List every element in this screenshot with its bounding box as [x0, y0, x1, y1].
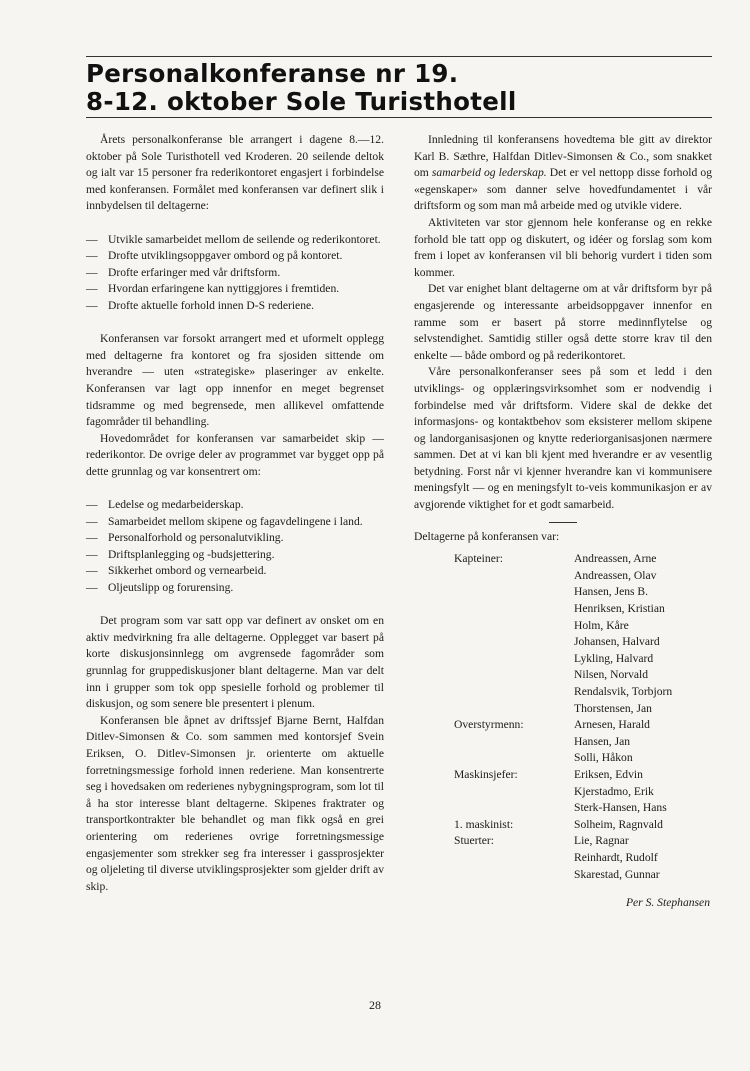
participant-row: [414, 817, 672, 834]
participant-role: [414, 867, 574, 884]
participant-row: [414, 684, 672, 701]
author-signature: Per S. Stephansen: [625, 896, 710, 910]
list-item: — Ledelse og medarbeiderskap.: [86, 497, 384, 514]
participant-row: [414, 833, 672, 850]
participant-row: [414, 850, 672, 867]
participant-row: [414, 750, 672, 767]
topic-list: [86, 497, 384, 597]
list-item: — Drofte utviklingsoppgaver ombord og på kontoret.: [86, 248, 384, 265]
participant-role: [414, 684, 574, 701]
participant-role: [414, 784, 574, 801]
page-number: 28: [369, 998, 381, 1012]
participant-name: Rendalsvik, Torbjorn: [574, 685, 673, 698]
intro-emphasis: samarbeid og lederskap.: [431, 166, 547, 180]
title-line-2: 8-12. oktober Sole Turisthotell: [86, 87, 517, 116]
participant-row: [414, 667, 672, 684]
participant-name: Thorstensen, Jan: [574, 701, 652, 715]
participants-table: [414, 551, 672, 883]
separator-rule: [549, 522, 577, 523]
paragraph: Våre personalkonferanser sees på som et ledd i den utviklings- og opplæringsvirksomhet som er nodvendig i forbindelse med vår driftsform. Videre skal de dekke det informasjons- og kontaktbehov som eksisterer mellom skipene og landorganisasjonen og knytte rederiorganisasjonen nærmere sammen. Det at vi kan bli kjent med hverandre er av vesentlig betydning. Forst når vi kjenner hverandre kan vi kommunisere meningsfylt — og en meningsfylt to-veis kommunikasjon er av avgjorende viktighet for et godt samarbeid.: [414, 365, 712, 512]
participant-name: Andreassen, Arne: [574, 552, 657, 566]
participant-role: [414, 701, 574, 718]
participant-row: [414, 584, 672, 601]
intro-text-rest: Det er vel nettopp disse forhold og «egenskaper» som danner selve hovedfundamentet i vår driftsform og som man må arbeide med og utvikle videre.: [414, 166, 712, 213]
title-line-1: Personalkonferanse nr 19.: [86, 59, 459, 88]
participant-role: Overstyrmenn:: [454, 718, 524, 732]
participant-name: Henriksen, Kristian: [574, 602, 665, 616]
paragraph: Aktiviteten var stor gjennom hele konferanse og en rekke forhold ble tatt opp og diskutert, og idéer og forslag som kom frem i lopet av konferansen vil bli behorig vurdert i tiden som kommer.: [414, 215, 712, 279]
list-item: — Utvikle samarbeidet mellom de seilende og rederikontoret.: [86, 232, 384, 249]
participant-row: [414, 784, 672, 801]
participant-row: [414, 734, 672, 751]
paragraph: Det program som var satt opp var definert av onsket om en aktiv medvirkning fra alle deltagerne. Opplegget var basert på korte diskusjonsinnlegg om avgrensede fagområder som grunnlag for gruppediskusjoner blant deltagerne. Man var delt inn i grupper som tok opp spesielle forhold og problemer til diskusjon, og som senere ble presentert i plenum.: [86, 614, 384, 711]
list-item: — Oljeutslipp og forurensing.: [86, 580, 384, 597]
participant-role: [414, 750, 574, 767]
participant-role: [414, 850, 574, 867]
participant-row: [414, 867, 672, 884]
participant-name: Sterk-Hansen, Hans: [574, 801, 667, 815]
participant-name: Eriksen, Edvin: [574, 767, 643, 781]
participant-row: [414, 651, 672, 668]
participant-row: [414, 568, 672, 585]
participant-name: Lykling, Halvard: [574, 651, 654, 665]
participant-name: Solheim, Ragnvald: [574, 817, 663, 831]
purpose-list: [86, 232, 384, 315]
top-rule: [86, 56, 712, 57]
participant-name: Andreassen, Olav: [574, 568, 657, 582]
list-item: — Sikkerhet ombord og vernearbeid.: [86, 563, 384, 580]
paragraph: Årets personalkonferanse ble arrangert i dagene 8.—12. oktober på Sole Turisthotell ved Kroderen. 20 seilende deltok og ialt var 15 personer fra rederikontoret engasjert i forbindelse med konferansen. Formålet med konferansen var definert slik i innbydelsen til deltagerne:: [86, 133, 384, 213]
right-column: [414, 132, 712, 912]
participants-heading: Deltagerne på konferansen var:: [414, 529, 560, 543]
paragraph: Konferansen ble åpnet av driftssjef Bjarne Bernt, Halfdan Ditlev-Simonsen & Co. som sammen med kontorsjef Svein Eriksen, O. Ditlev-Simonsen jr. orienterte om aktuelle forretningsmessige forhold innen rederiene. Man konsentrerte seg i hovedsaken om rederienes nybygningsprogram, som lot til å ha stor interesse blant deltagerne. Skipenes fraktrater og transportkontrakter ble behandlet og man fikk også en grei orientering om rederienes ovrige forretningsmessige engasjementer som strekker seg fra interesser i gassprosjekter og oljeleting til diverse utviklingsprosjekter som gjelder drift av skip.: [86, 713, 384, 893]
participant-name: Holm, Kåre: [574, 618, 629, 632]
paragraph-intro: [414, 132, 712, 215]
article-title: [86, 60, 517, 116]
left-column: [86, 132, 384, 895]
participant-row: [414, 634, 672, 651]
participant-row: [414, 618, 672, 635]
list-item: — Drofte erfaringer med vår driftsform.: [86, 265, 384, 282]
list-item: — Driftsplanlegging og -budsjettering.: [86, 547, 384, 564]
participant-role: [414, 618, 574, 635]
intro-text: Innledning til konferansens hovedtema ble gitt av direktor Karl B. Sæthre, Halfdan Ditlev-Simonsen & Co., som snakket om: [414, 133, 712, 180]
title-rule: [86, 117, 712, 118]
participant-row: [414, 701, 672, 718]
participant-name: Solli, Håkon: [574, 751, 633, 765]
participant-role: Kapteiner:: [454, 552, 503, 566]
participant-role: [414, 634, 574, 651]
participant-role: Stuerter:: [454, 834, 494, 848]
participant-name: Johansen, Halvard: [574, 635, 660, 649]
participant-name: Hansen, Jens B.: [574, 585, 649, 599]
participant-name: Arnesen, Harald: [574, 718, 650, 732]
participant-role: [414, 800, 574, 817]
participant-name: Kjerstadmo, Erik: [574, 784, 654, 798]
participant-role: 1. maskinist:: [454, 817, 514, 831]
paragraph: Hovedområdet for konferansen var samarbeidet skip — rederikontor. De ovrige deler av programmet var bygget opp på dette grunnlag og var konsentrert om:: [86, 431, 384, 478]
participant-role: [414, 667, 574, 684]
participant-name: Lie, Ragnar: [574, 834, 629, 848]
participant-role: [414, 568, 574, 585]
participant-name: Reinhardt, Rudolf: [574, 850, 658, 864]
list-item: — Personalforhold og personalutvikling.: [86, 530, 384, 547]
paragraph: Konferansen var forsokt arrangert med et uformelt opplegg med deltagerne fra kontoret og fra sjosiden sittende om hverandre — uten «strategiske» plaseringer av enkelte. Konferansen var lagt opp innenfor en meget begrenset tidsramme og med begrensede, men allikevel omfattende fagområder til behandling.: [86, 332, 384, 429]
participant-row: [414, 800, 672, 817]
list-item: — Samarbeidet mellom skipene og fagavdelingene i land.: [86, 514, 384, 531]
participant-name: Nilsen, Norvald: [574, 668, 649, 682]
list-item: — Drofte aktuelle forhold innen D-S rederiene.: [86, 298, 384, 315]
participant-row: [414, 717, 672, 734]
participant-name: Skarestad, Gunnar: [574, 867, 660, 881]
participant-row: [414, 601, 672, 618]
participant-role: [414, 734, 574, 751]
participant-name: Hansen, Jan: [574, 734, 631, 748]
paragraph: Det var enighet blant deltagerne om at vår driftsform byr på engasjerende og interessante arbeidsoppgaver innenfor en ramme som er basert på storre medinnflytelse og selvstendighet. Samtidig stiller også dette storre krav til den enkelte — både ombord og på rederikontoret.: [414, 282, 712, 362]
participant-role: [414, 584, 574, 601]
participant-row: [414, 551, 672, 568]
participant-role: [414, 651, 574, 668]
participant-row: [414, 767, 672, 784]
participant-role: Maskinsjefer:: [454, 767, 518, 781]
participant-role: [414, 601, 574, 618]
list-item: — Hvordan erfaringene kan nyttiggjores i fremtiden.: [86, 281, 384, 298]
